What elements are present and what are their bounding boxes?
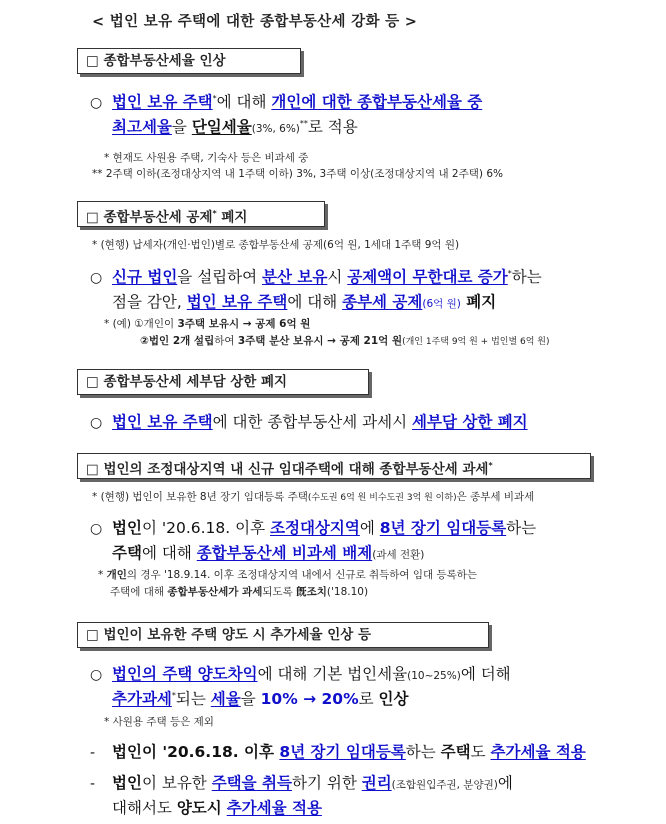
bullet-deduction-line2: 점을 감안, 법인 보유 주택에 대해 종부세 공제(6억 원) 폐지 [112,293,497,311]
bullet-rental-line1: ○ 법인이 '20.6.18. 이후 조정대상지역에 8년 장기 임대등록하는 [90,519,537,537]
bullet-rental-line2: 주택에 대해 종합부동산세 비과세 배제(과세 전환) [112,544,425,562]
dash-item-rental: - 법인이 '20.6.18. 이후 8년 장기 임대등록하는 주택도 추가세율 적용 [90,743,586,761]
section-header-deduction-abolished: □ 종합부동산세 공제* 폐지 [77,201,325,227]
note: ** 2주택 이하(조정대상지역 내 1주택 이하) 3%, 3주택 이상(조정대상지역 내 2주택) 6% [92,168,503,180]
dash-item-rights-line1: - 법인이 보유한 주택을 취득하기 위한 권리(조합원입주권, 분양권)에 [90,774,513,792]
note: * 현재도 사원용 주택, 기숙사 등은 비과세 중 [104,152,309,164]
section-header-cap-abolished: □ 종합부동산세 세부담 상한 폐지 [77,369,369,395]
note: * 사원용 주택 등은 제외 [104,716,214,728]
bullet-transfer-line1: ○ 법인의 주택 양도차익에 대해 기본 법인세율(10~25%)에 더해 [90,665,511,683]
bullet-deduction-line1: ○ 신규 법인을 설립하여 분산 보유시 공제액이 무한대로 증가*하는 [90,268,542,286]
example-line2: ②법인 2개 설립하여 3주택 분산 보유시 → 공제 21억 원(개인 1주택 9억 원 + 법인별 6억 원) [140,335,550,347]
section-header-rate-increase: □ 종합부동산세율 인상 [77,48,301,74]
bullet-rate-line1: ○ 법인 보유 주택*에 대해 개인에 대한 종합부동산세율 중 [90,93,483,111]
section-header-rental-housing: □ 법인의 조정대상지역 내 신규 임대주택에 대해 종합부동산세 과세* [77,453,591,479]
note: * (현행) 법인이 보유한 8년 장기 임대등록 주택(수도권 6억 원 비수도권 3억 원 이하)은 종부세 비과세 [92,491,535,503]
bullet-transfer-line2: 추가과세*되는 세율을 10% → 20%로 인상 [112,690,409,708]
dash-item-rights-line2: 대해서도 양도시 추가세율 적용 [112,799,322,817]
page-title: < 법인 보유 주택에 대한 종합부동산세 강화 등 > [92,14,418,30]
section-header-transfer-tax: □ 법인이 보유한 주택 양도 시 추가세율 인상 등 [77,622,489,648]
example-line1: * (예) ①개인이 3주택 보유시 → 공제 6억 원 [104,318,311,330]
bullet-rate-line2: 최고세율을 단일세율(3%, 6%)**로 적용 [112,118,358,136]
note: * (현행) 납세자(개인·법인)별로 종합부동산세 공제(6억 원, 1세대 1주택 9억 원) [92,239,460,251]
note: 주택에 대해 종합부동산세가 과세되도록 旣조치('18.10) [110,586,369,598]
bullet-cap-line1: ○ 법인 보유 주택에 대한 종합부동산세 과세시 세부담 상한 폐지 [90,413,528,431]
note: * 개인의 경우 '18.9.14. 이후 조정대상지역 내에서 신규로 취득하여 임대 등록하는 [98,569,478,581]
